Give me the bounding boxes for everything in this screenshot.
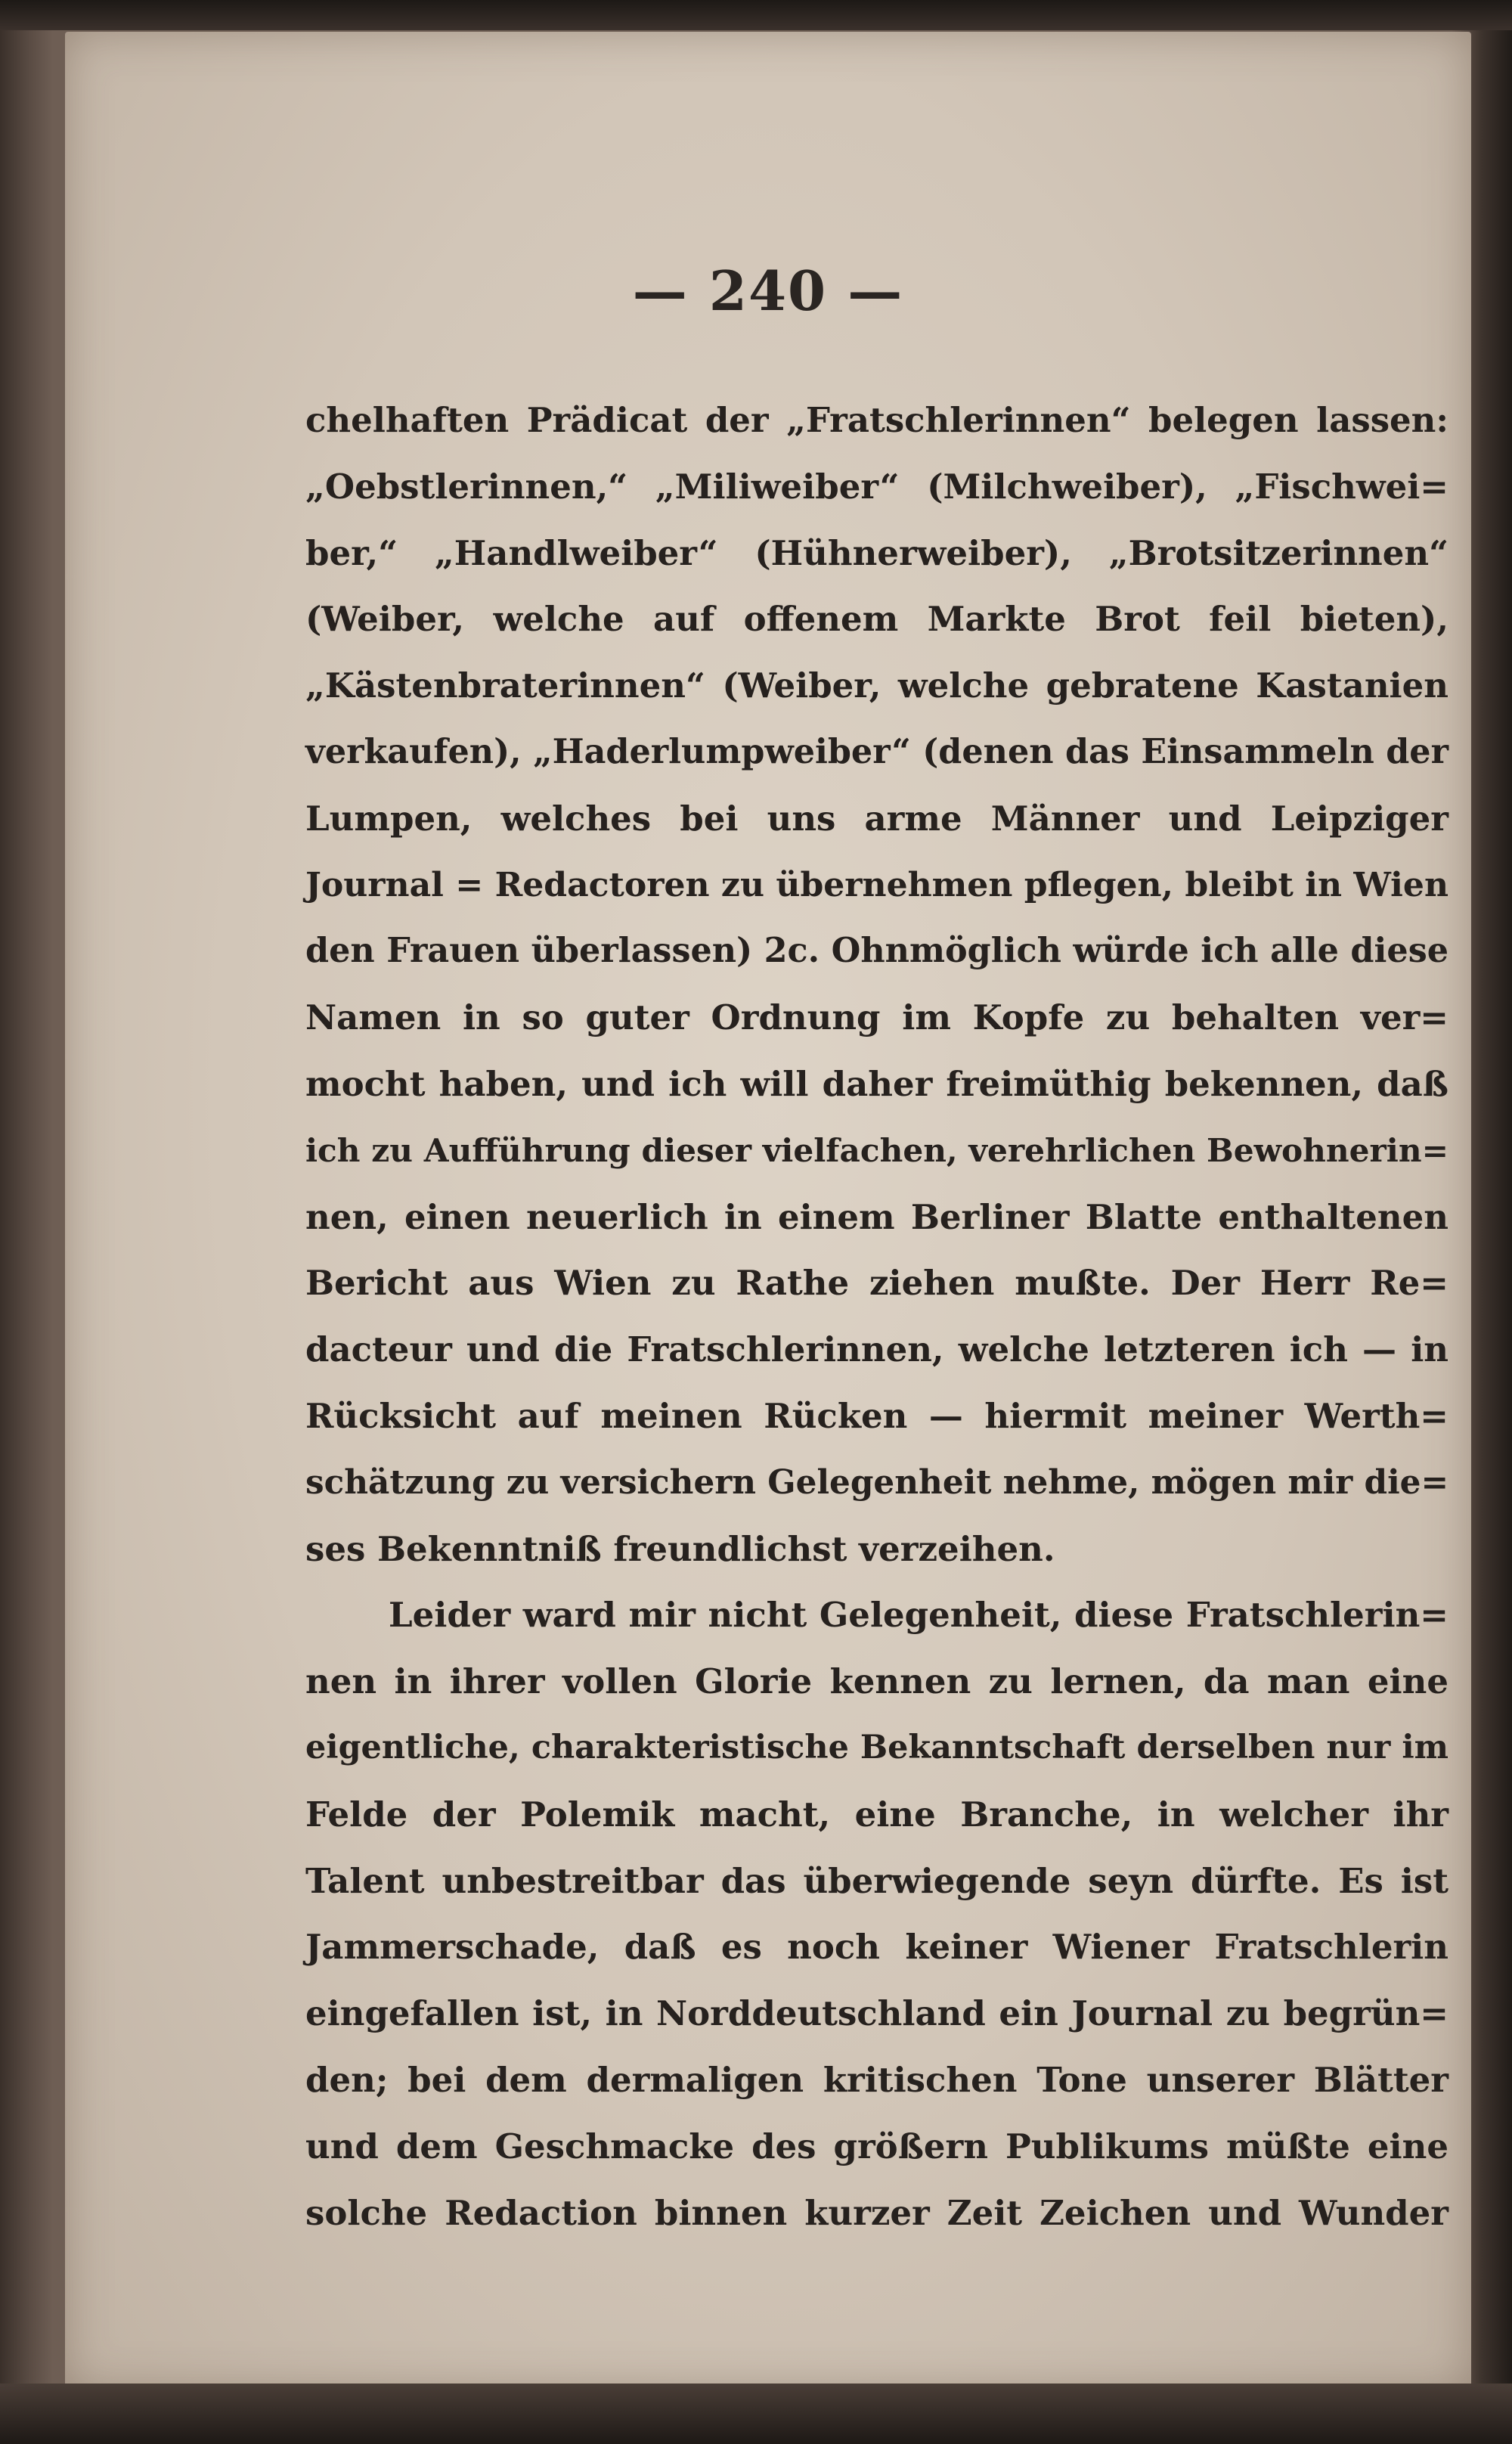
text-line: Felde der Polemik macht, eine Branche, in welcher ihr: [305, 1794, 1448, 1835]
text-line: Namen in so guter Ordnung im Kopfe zu behalten ver=: [305, 997, 1448, 1038]
text-line: Bericht aus Wien zu Rathe ziehen mußte. Der Herr Re=: [305, 1263, 1448, 1304]
text-line: eingefallen ist, in Norddeutschland ein Journal zu begrün=: [305, 1993, 1448, 2034]
text-line: ich zu Aufführung dieser vielfachen, verehrlichen Bewohnerin=: [305, 1131, 1448, 1169]
text-line: eigentliche, charakteristische Bekanntschaft derselben nur im: [305, 1728, 1448, 1766]
text-line: Jammerschade, daß es noch keiner Wiener Fratschlerin: [305, 1927, 1448, 1968]
text-line: chelhaften Prädicat der „Fratschlerinnen“ belegen lassen:: [305, 400, 1448, 440]
text-line: Rücksicht auf meinen Rücken — hiermit meiner Werth=: [305, 1395, 1448, 1436]
text-line: nen in ihrer vollen Glorie kennen zu lernen, da man eine: [305, 1661, 1448, 1702]
text-line: nen, einen neuerlich in einem Berliner Blatte enthaltenen: [305, 1196, 1448, 1237]
text-line: (Weiber, welche auf offenem Markte Brot feil bieten),: [305, 599, 1448, 640]
text-line: den; bei dem dermaligen kritischen Tone unserer Blätter: [305, 2059, 1448, 2100]
text-line: Journal = Redactoren zu übernehmen pflegen, bleibt in Wien: [305, 865, 1448, 904]
text-line: „Kästenbraterinnen“ (Weiber, welche gebratene Kastanien: [305, 665, 1448, 706]
body-text: [305, 387, 1448, 2246]
text-line: und dem Geschmacke des größern Publikums müßte eine: [305, 2126, 1448, 2166]
page-number: — 240 —: [632, 259, 904, 323]
text-line: Lumpen, welches bei uns arme Männer und Leipziger: [305, 798, 1448, 839]
paragraph-end-line: ses Bekenntniß freundlichst verzeihen.: [305, 1528, 1055, 1569]
text-line: dacteur und die Fratschlerinnen, welche letzteren ich — in: [305, 1329, 1448, 1370]
text-line: Talent unbestreitbar das überwiegende seyn dürfte. Es ist: [305, 1860, 1448, 1901]
text-line: mocht haben, und ich will daher freimüthig bekennen, daß: [305, 1063, 1448, 1104]
text-line: schätzung zu versichern Gelegenheit nehme, mögen mir die=: [305, 1462, 1449, 1502]
book-bottom-edge: [0, 2384, 1512, 2444]
text-line: ber,“ „Handlweiber“ (Hühnerweiber), „Brotsitzerinnen“: [305, 532, 1448, 573]
book-page: [65, 32, 1471, 2391]
paragraph-start-line: Leider ward mir nicht Gelegenheit, diese Fratschlerin=: [389, 1595, 1448, 1636]
text-line: den Frauen überlassen) 2c. Ohnmöglich würde ich alle diese: [305, 931, 1448, 971]
book-top-edge: [0, 0, 1512, 30]
text-line: verkaufen), „Haderlumpweiber“ (denen das Einsammeln der: [305, 731, 1448, 771]
text-line: „Oebstlerinnen,“ „Miliweiber“ (Milchweiber), „Fischwei=: [305, 466, 1448, 507]
text-line: solche Redaction binnen kurzer Zeit Zeichen und Wunder: [305, 2192, 1448, 2233]
